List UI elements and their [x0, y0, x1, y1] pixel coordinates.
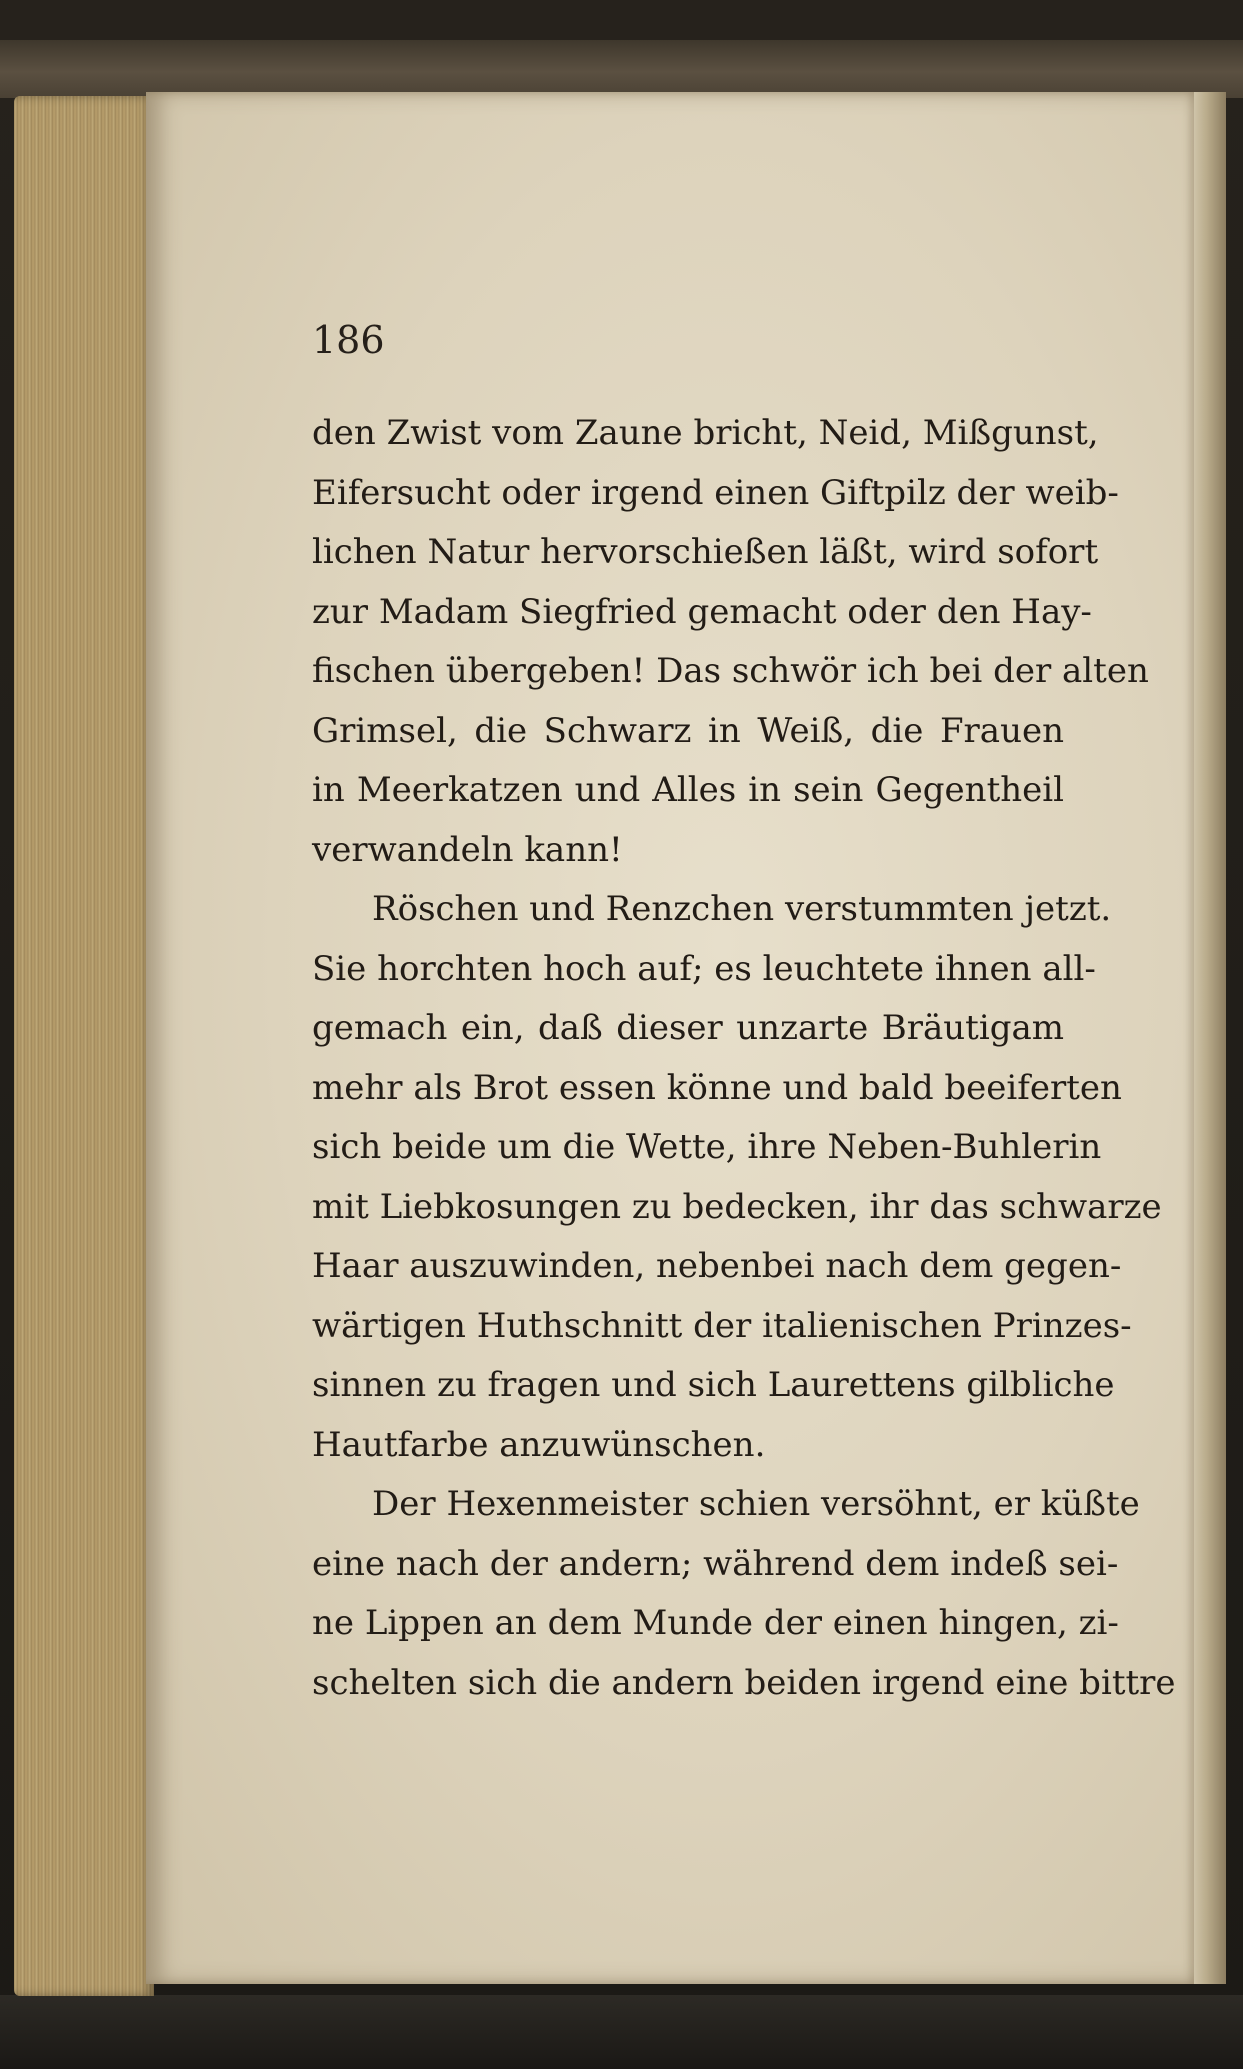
book-cover-top: [0, 40, 1243, 98]
text-line: Grimsel, die Schwarz in Weiß, die Frauen: [312, 710, 1064, 751]
text-line: schelten sich die andern beiden irgend eine bittre: [312, 1662, 1176, 1703]
text-line: sinnen zu fragen und sich Laurettens gilbliche: [312, 1365, 1115, 1405]
text-line: in Meerkatzen und Alles in sein Gegentheil: [312, 770, 1064, 810]
text-line: Röschen und Renzchen verstummten jetzt.: [372, 889, 1112, 929]
text-line: verwandeln kann!: [312, 829, 623, 870]
text-line: lichen Natur hervorschießen läßt, wird sofort: [312, 532, 1099, 572]
text-line: Eifersucht oder irgend einen Giftpilz der weib-: [312, 472, 1119, 513]
text-line: gemach ein, daß dieser unzarte Bräutigam: [312, 1008, 1064, 1048]
text-line: eine nach der andern; während dem indeß sei-: [312, 1543, 1119, 1584]
text-line: Hautfarbe anzuwünschen.: [312, 1424, 766, 1465]
page-number: 186: [312, 318, 385, 362]
text-line: den Zwist vom Zaune bricht, Neid, Mißgunst,: [312, 413, 1099, 453]
text-line: ne Lippen an dem Munde der einen hingen, zi-: [312, 1603, 1119, 1643]
book-cover-bottom: [0, 1995, 1243, 2069]
page-stack-edge: [14, 96, 154, 1996]
body-text: [312, 404, 1176, 1713]
text-line: wärtigen Huthschnitt der italienischen Prinzes-: [312, 1305, 1132, 1346]
text-line: sich beide um die Wette, ihre Neben-Buhlerin: [312, 1127, 1102, 1167]
text-line: mehr als Brot essen könne und bald beeiferten: [312, 1067, 1122, 1108]
text-line: Der Hexenmeister schien versöhnt, er küßte: [372, 1484, 1140, 1524]
text-line: Haar auszuwinden, nebenbei nach dem gegen-: [312, 1246, 1122, 1286]
text-line: fischen übergeben! Das schwör ich bei der alten: [312, 651, 1149, 691]
text-line: zur Madam Siegfried gemacht oder den Hay-: [312, 591, 1092, 632]
page-right-edge: [1194, 92, 1226, 1984]
text-line: Sie horchten hoch auf; es leuchtete ihnen all-: [312, 948, 1096, 989]
text-line: mit Liebkosungen zu bedecken, ihr das schwarze: [312, 1186, 1162, 1227]
